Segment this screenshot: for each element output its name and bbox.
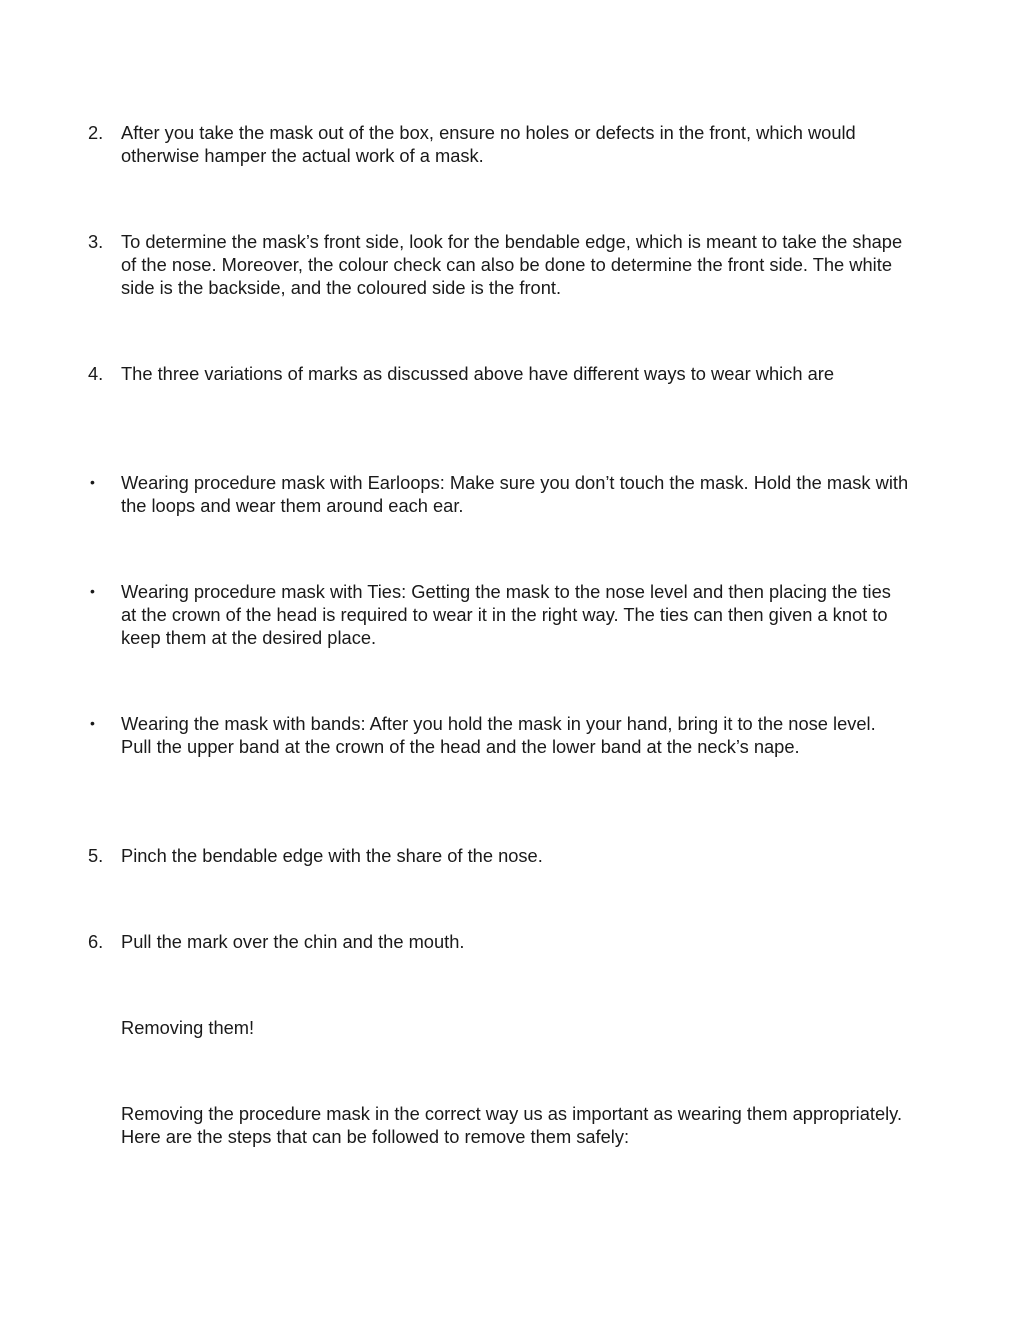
- bullet-icon: •: [90, 583, 95, 599]
- list-number: 5.: [88, 845, 104, 866]
- bullet-item-text: Wearing procedure mask with Ties: Getting the mask to the nose level and then placing the ties at the crown of the head is required to wear it in the right way. The ties can then given a knot to keep them at the desired place.: [121, 581, 891, 648]
- bullet-item-ties: [90, 580, 911, 649]
- list-item-step-3: [88, 230, 911, 299]
- list-item-step-2: [88, 121, 911, 167]
- list-number: 4.: [88, 363, 104, 384]
- closing-paragraph: [121, 1102, 911, 1148]
- closing-paragraph-text: Removing the procedure mask in the correct way us as important as wearing them appropriately. Here are the steps that can be followed to remove them safely:: [121, 1103, 903, 1147]
- list-item-text: Pinch the bendable edge with the share of the nose.: [121, 845, 543, 866]
- list-item-step-5: [88, 844, 911, 867]
- list-number: 2.: [88, 122, 104, 143]
- bullet-icon: •: [90, 474, 95, 490]
- list-item-text: Pull the mark over the chin and the mouth.: [121, 931, 465, 952]
- bullet-item-text: Wearing the mask with bands: After you hold the mask in your hand, bring it to the nose level. Pull the upper band at the crown of the head and the lower band at the neck’s nape.: [121, 713, 876, 757]
- bullet-icon: •: [90, 715, 95, 731]
- list-item-step-4: [88, 362, 911, 385]
- list-item-text: The three variations of marks as discussed above have different ways to wear which are: [121, 363, 834, 384]
- bullet-item-bands: [90, 712, 911, 758]
- list-number: 3.: [88, 231, 104, 252]
- bullet-item-text: Wearing procedure mask with Earloops: Make sure you don’t touch the mask. Hold the mask with the loops and wear them around each ear.: [121, 472, 909, 516]
- list-item-text: After you take the mask out of the box, ensure no holes or defects in the front, which would otherwise hamper the actual work of a mask.: [121, 122, 856, 166]
- list-item-step-6: [88, 930, 911, 953]
- list-item-text: To determine the mask’s front side, look for the bendable edge, which is meant to take the shape of the nose. Moreover, the colour check can also be done to determine the front side. The white side is the backside, and the coloured side is the front.: [121, 231, 903, 298]
- section-heading-text: Removing them!: [121, 1017, 255, 1038]
- list-number: 6.: [88, 931, 104, 952]
- bullet-item-earloops: [90, 471, 911, 517]
- section-heading: [121, 1016, 911, 1039]
